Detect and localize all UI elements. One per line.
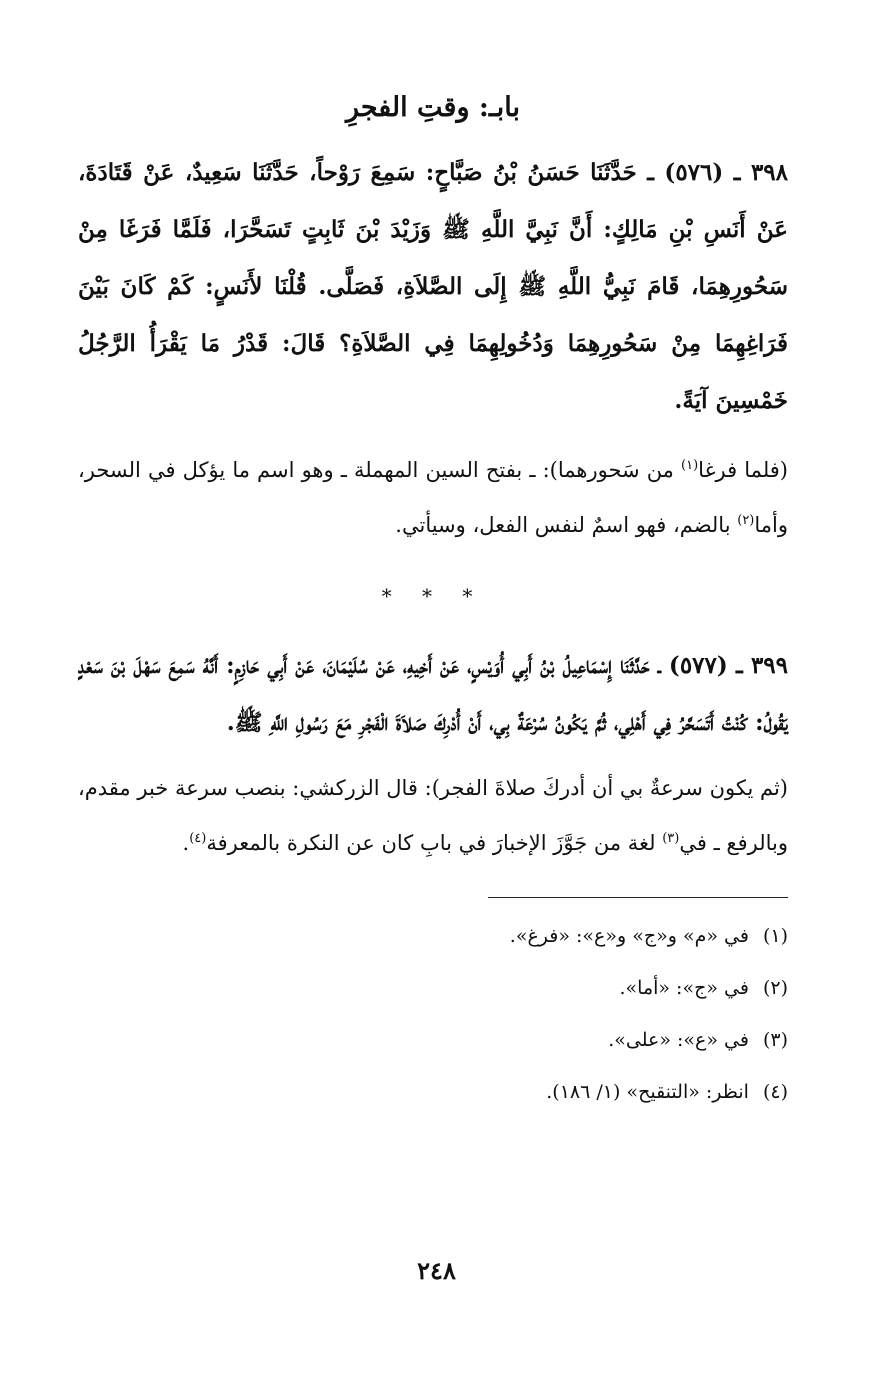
footnote-divider	[488, 897, 788, 898]
commentary-text: (فلما فرغا	[698, 458, 788, 482]
footnote-number: (٣)	[762, 1029, 788, 1051]
footnotes	[78, 910, 788, 1118]
hadith-398: ٣٩٨ ـ (٥٧٦) ـ حَدَّثَنَا حَسَنُ بْنُ صَبَّاحٍ: سَمِعَ رَوْحاً، حَدَّثَنَا سَعِيدٌ، عَنْ قَتَادَةَ، عَنْ أَنَسِ بْنِ مَالِكٍ: أَنَّ نَبِيَّ اللَّهِ ﷺ وَزَيْدَ بْنَ ثَابِتٍ تَسَحَّرَا، فَلَمَّا فَرَغَا مِنْ سَحُورِهِمَا، قَامَ نَبِيُّ اللَّهِ ﷺ إِلَى الصَّلاَةِ، فَصَلَّى. قُلْنَا لأَنَسٍ: كَمْ كَانَ بَيْنَ فَرَاغِهِمَا مِنْ سَحُورِهِمَا وَدُخُولِهِمَا فِي الصَّلاَةِ؟ قَالَ: قَدْرُ مَا يَقْرَأُ الرَّجُلُ خَمْسِينَ آيَةً.	[78, 159, 788, 414]
footnote-text: في «ع»: «على».	[608, 1029, 749, 1051]
commentary-text: (ثم يكون سرعةٌ بي أن أدركَ صلاةَ الفجر): قال الزركشي: بنصب سرعة خبر مقدم، وبالرفع ـ في	[78, 776, 788, 855]
footnote-number: (٤)	[762, 1081, 788, 1103]
footnote-ref-3[interactable]: (٣)	[662, 831, 680, 846]
chapter-title: بابـ: وقتِ الفجرِ	[345, 92, 521, 123]
footnote-ref-4[interactable]: (٤)	[189, 831, 207, 846]
commentary-399	[78, 761, 788, 871]
footnote-2	[78, 962, 788, 1014]
footnote-3	[78, 1014, 788, 1066]
footnote-number: (٢)	[762, 977, 788, 999]
footnote-ref-1[interactable]: (١)	[681, 458, 699, 473]
page-number: ٢٤٨	[417, 1256, 456, 1285]
commentary-text: من سَحورهما): ـ بفتح السين المهملة ـ وهو اسم ما يؤكل في السحر، وأما	[78, 458, 788, 537]
footnote-text: في «ج»: «أما».	[619, 977, 749, 999]
footnote-ref-2[interactable]: (٢)	[737, 513, 755, 528]
footnote-text: في «م» و«ج» و«ع»: «فرغ».	[509, 925, 749, 947]
footnote-text: انظر: «التنقيح» (١/ ١٨٦).	[546, 1081, 749, 1103]
book-page	[78, 86, 788, 1118]
commentary-text: لغة من جَوَّزَ الإخبارَ في بابِ كان عن النكرة بالمعرفة	[206, 831, 663, 855]
footnote-number: (١)	[762, 925, 788, 947]
section-separator: * * *	[381, 584, 485, 608]
commentary-text: .	[182, 831, 190, 855]
hadith-399: ٣٩٩ ـ (٥٧٧) ـ حَدَّثَنَا إِسْمَاعِيلُ بْنُ أَبِي أُوَيْسٍ، عَنْ أَخِيهِ، عَنْ سُلَيْمَانَ، عَنْ أَبِي حَازِمٍ: أَنَّهُ سَمِعَ سَهْلَ بْنَ سَعْدٍ يَقُولُ: كُنْتُ أَتَسَحَّرُ فِي أَهْلِي، ثُمَّ يَكُونُ سُرْعَةٌ بِي، أَنْ أُدْرِكَ صَلاَةَ الْفَجْرِ مَعَ رَسُولِ اللَّهِ ﷺ.	[78, 652, 789, 736]
footnote-4	[78, 1066, 788, 1118]
footnote-1	[78, 910, 788, 962]
commentary-text: بالضم، فهو اسمٌ لنفس الفعل، وسيأتي.	[395, 513, 738, 537]
commentary-398	[78, 443, 788, 553]
